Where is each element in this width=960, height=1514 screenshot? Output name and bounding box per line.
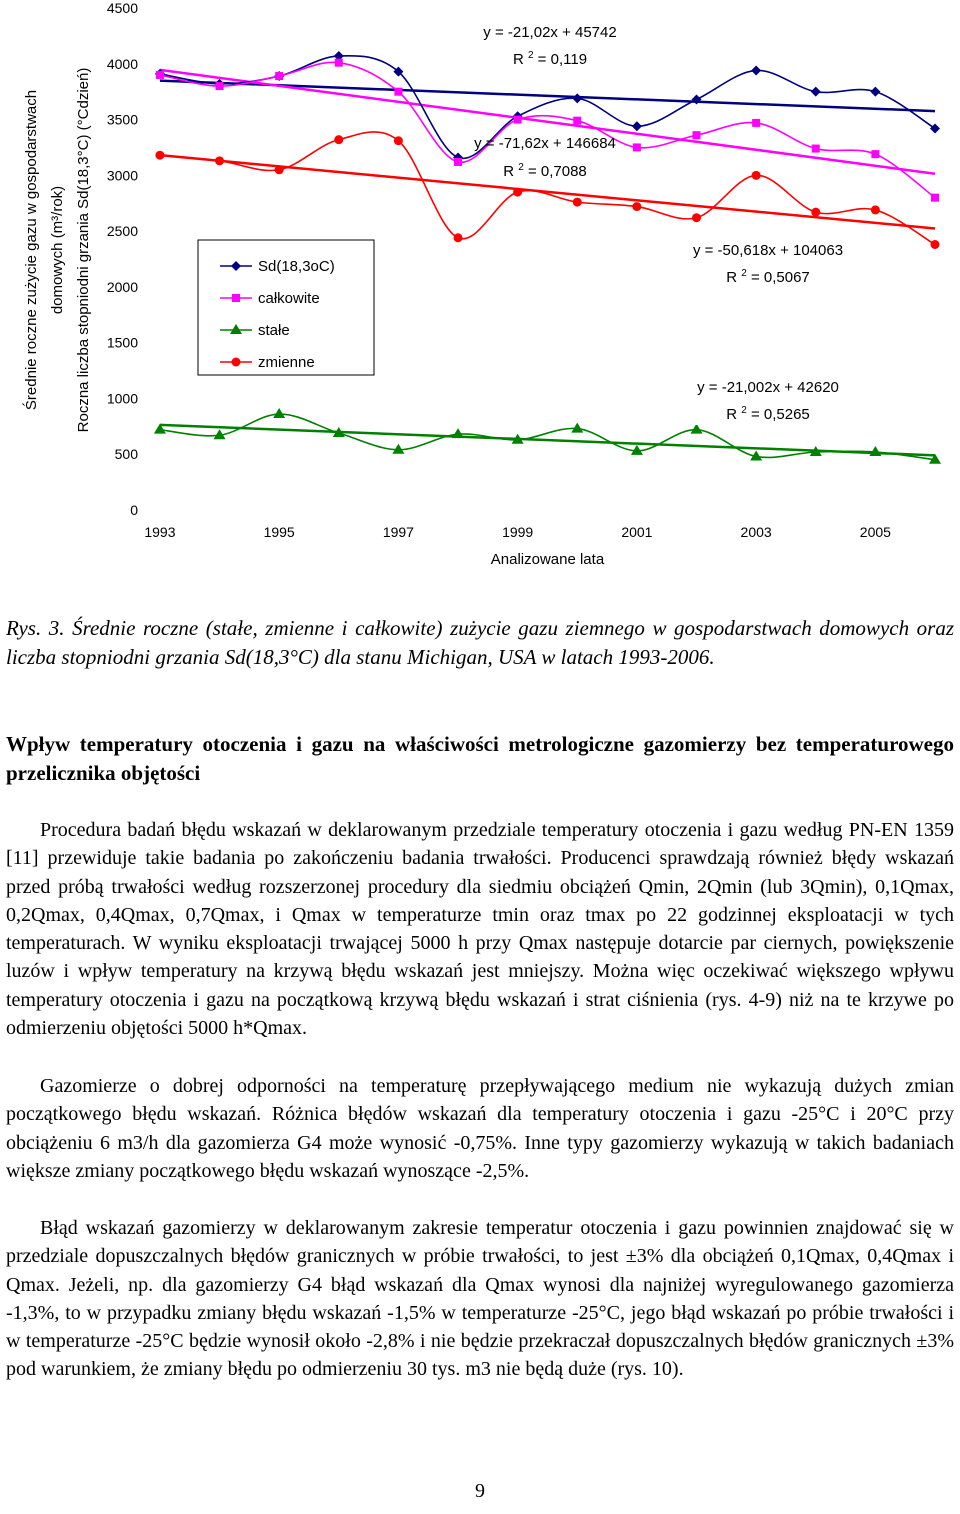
y-axis-label: domowych (m³/rok) <box>49 185 66 315</box>
y-axis-label: Roczna liczba stopniodni grzania Sd(18,3°C) (°Cdzień) <box>75 67 92 433</box>
y-tick-label: 3500 <box>106 111 138 128</box>
data-point <box>812 145 820 153</box>
legend-label: stałe <box>258 322 290 339</box>
y-tick-label: 1000 <box>106 390 138 407</box>
legend-label: całkowite <box>258 290 320 307</box>
data-point <box>573 117 581 125</box>
data-point <box>275 165 284 174</box>
r-squared: R $^2$ = 0,5265 <box>726 405 810 423</box>
x-tick-label: 2005 <box>859 524 891 540</box>
chart <box>0 0 960 600</box>
data-point <box>216 82 224 90</box>
x-tick-label: 2003 <box>740 524 772 540</box>
r-squared: R $^2$ = 0,7088 <box>503 162 587 180</box>
legend-marker <box>232 358 241 367</box>
x-axis-label: Analizowane lata <box>490 551 605 568</box>
legend-label: zmienne <box>258 354 315 371</box>
data-point <box>155 151 164 160</box>
data-point <box>513 188 522 197</box>
data-point <box>394 136 403 145</box>
y-axis-label: Średnie roczne zużycie gazu w gospodarstwach <box>23 89 40 411</box>
x-tick-label: 2001 <box>621 524 653 540</box>
data-point <box>273 408 285 418</box>
data-point <box>452 428 464 438</box>
y-tick-label: 4000 <box>106 55 138 72</box>
data-point <box>335 59 343 67</box>
data-point <box>156 71 164 79</box>
trend-line <box>160 425 935 455</box>
legend-label: Sd(18,3oC) <box>258 258 335 275</box>
x-tick-label: 1995 <box>263 524 295 540</box>
data-point <box>691 424 703 434</box>
data-point <box>871 150 879 158</box>
x-tick-label: 1993 <box>144 524 176 540</box>
data-point <box>931 194 939 202</box>
y-tick-label: 3000 <box>106 167 138 184</box>
y-tick-label: 4500 <box>106 0 138 16</box>
data-point <box>752 119 760 127</box>
y-tick-label: 1500 <box>106 334 138 351</box>
data-point <box>215 156 224 165</box>
x-tick-label: 1999 <box>502 524 534 540</box>
paragraph-1: Procedura badań błędu wskazań w deklarowanym przedziale temperatury otoczenia i gazu według PN-EN 1359 [11] przewiduje takie badania po zakończeniu badania trwałości. Producenci sprawdzają również błędy wskazań przed próbą trwałości według rozszerzonej procedury dla siedmiu obciążeń Qmin, 2Qmin (lub 3Qmin), 0,1Qmax, 0,2Qmax, 0,4Qmax, 0,7Qmax, i Qmax w temperaturze tmin oraz tmax po 22 godzinnej eksploatacji w tych temperaturach. W wyniku eksploatacji trwającej 5000 h przy Qmax następuje dotarcie par ciernych, powiększenie luzów i wpływ temperatury na krzywą błędu wskazań jest mniejszy. Można więc oczekiwać większego wpływu temperatury otoczenia i gazu na początkową krzywą błędu wskazań i strat ciśnienia (rys. 4-9) niż na te krzywe po odmierzeniu objętości 5000 h*Qmax. <box>6 819 954 1040</box>
data-point <box>573 198 582 207</box>
data-point <box>632 202 641 211</box>
page-number: 9 <box>475 1480 485 1502</box>
data-point <box>811 87 821 97</box>
section-heading: Wpływ temperatury otoczenia i gazu na właściwości metrologiczne gazomierzy bez temperaturowego przelicznika objętości <box>6 732 954 785</box>
data-point <box>752 171 761 180</box>
data-point <box>871 205 880 214</box>
data-point <box>870 87 880 97</box>
y-tick-label: 2500 <box>106 223 138 240</box>
data-point <box>514 116 522 124</box>
y-tick-label: 0 <box>130 502 138 518</box>
data-point <box>931 240 940 249</box>
paragraph-2: Gazomierze o dobrej odporności na temperaturę przepływającego medium nie wykazują dużych zmian początkowego błędu wskazań. Różnica błędów wskazań dla temperatury otoczenia i gazu -25°C i 20°C przy obciążeniu 6 m3/h dla gazomierza G4 może wynosić -0,75%. Inne typy gazomierzy wykazują w takich badaniach większe zmiany początkowego błędu wskazań wynoszące -2,5%. <box>6 1075 954 1182</box>
data-point <box>811 208 820 217</box>
trend-equation: y = -50,618x + 104063 <box>692 242 844 259</box>
data-point <box>751 65 761 75</box>
data-point <box>454 233 463 242</box>
data-point <box>930 123 940 133</box>
data-point <box>692 213 701 222</box>
figure-caption: Rys. 3. Średnie roczne (stałe, zmienne i całkowite) zużycie gazu ziemnego w gospodarstwach domowych oraz liczba stopniodni grzania Sd(18,3°C) dla stanu Michigan, USA w latach 1993-2006. <box>6 616 954 669</box>
trend-equation: y = -21,002x + 42620 <box>697 379 839 396</box>
trend-equation: y = -71,62x + 146684 <box>474 135 616 152</box>
data-point <box>571 423 583 433</box>
y-tick-label: 500 <box>114 446 138 463</box>
data-point <box>632 121 642 131</box>
paragraph-3: Błąd wskazań gazomierzy w deklarowanym zakresie temperatur otoczenia i gazu powinnien znajdować się w przedziale dopuszczalnych błędów granicznych w próbie trwałości, to jest ±3% dla obciążeń 0,1Qmax, 0,4Qmax i Qmax. Jeżeli, np. dla gazomierzy G4 błąd wskazań dla Qmax wynosi dla najniżej wyregulowanego gazomierza -1,3%, to w przypadku zmiany błędu wskazań -1,5% w temperaturze -25°C, jego błąd wskazań po próbie trwałości i w temperaturze -25°C będzie wynosił około -2,8% i nie będzie przekraczał dopuszczalnych błędów granicznych ±3% pod warunkiem, że zmiany błędu po odmierzeniu 30 tys. m3 nie będą duże (rys. 10). <box>6 1217 954 1381</box>
data-point <box>275 72 283 80</box>
data-point <box>334 135 343 144</box>
data-point <box>693 131 701 139</box>
data-point <box>394 88 402 96</box>
y-tick-label: 2000 <box>106 278 138 295</box>
data-point <box>572 93 582 103</box>
x-tick-label: 1997 <box>382 524 414 540</box>
legend-marker <box>232 294 240 302</box>
r-squared: R $^2$ = 0,5067 <box>726 268 810 286</box>
r-squared: R $^2$ = 0,119 <box>512 50 588 68</box>
trend-equation: y = -21,02x + 45742 <box>483 24 617 41</box>
